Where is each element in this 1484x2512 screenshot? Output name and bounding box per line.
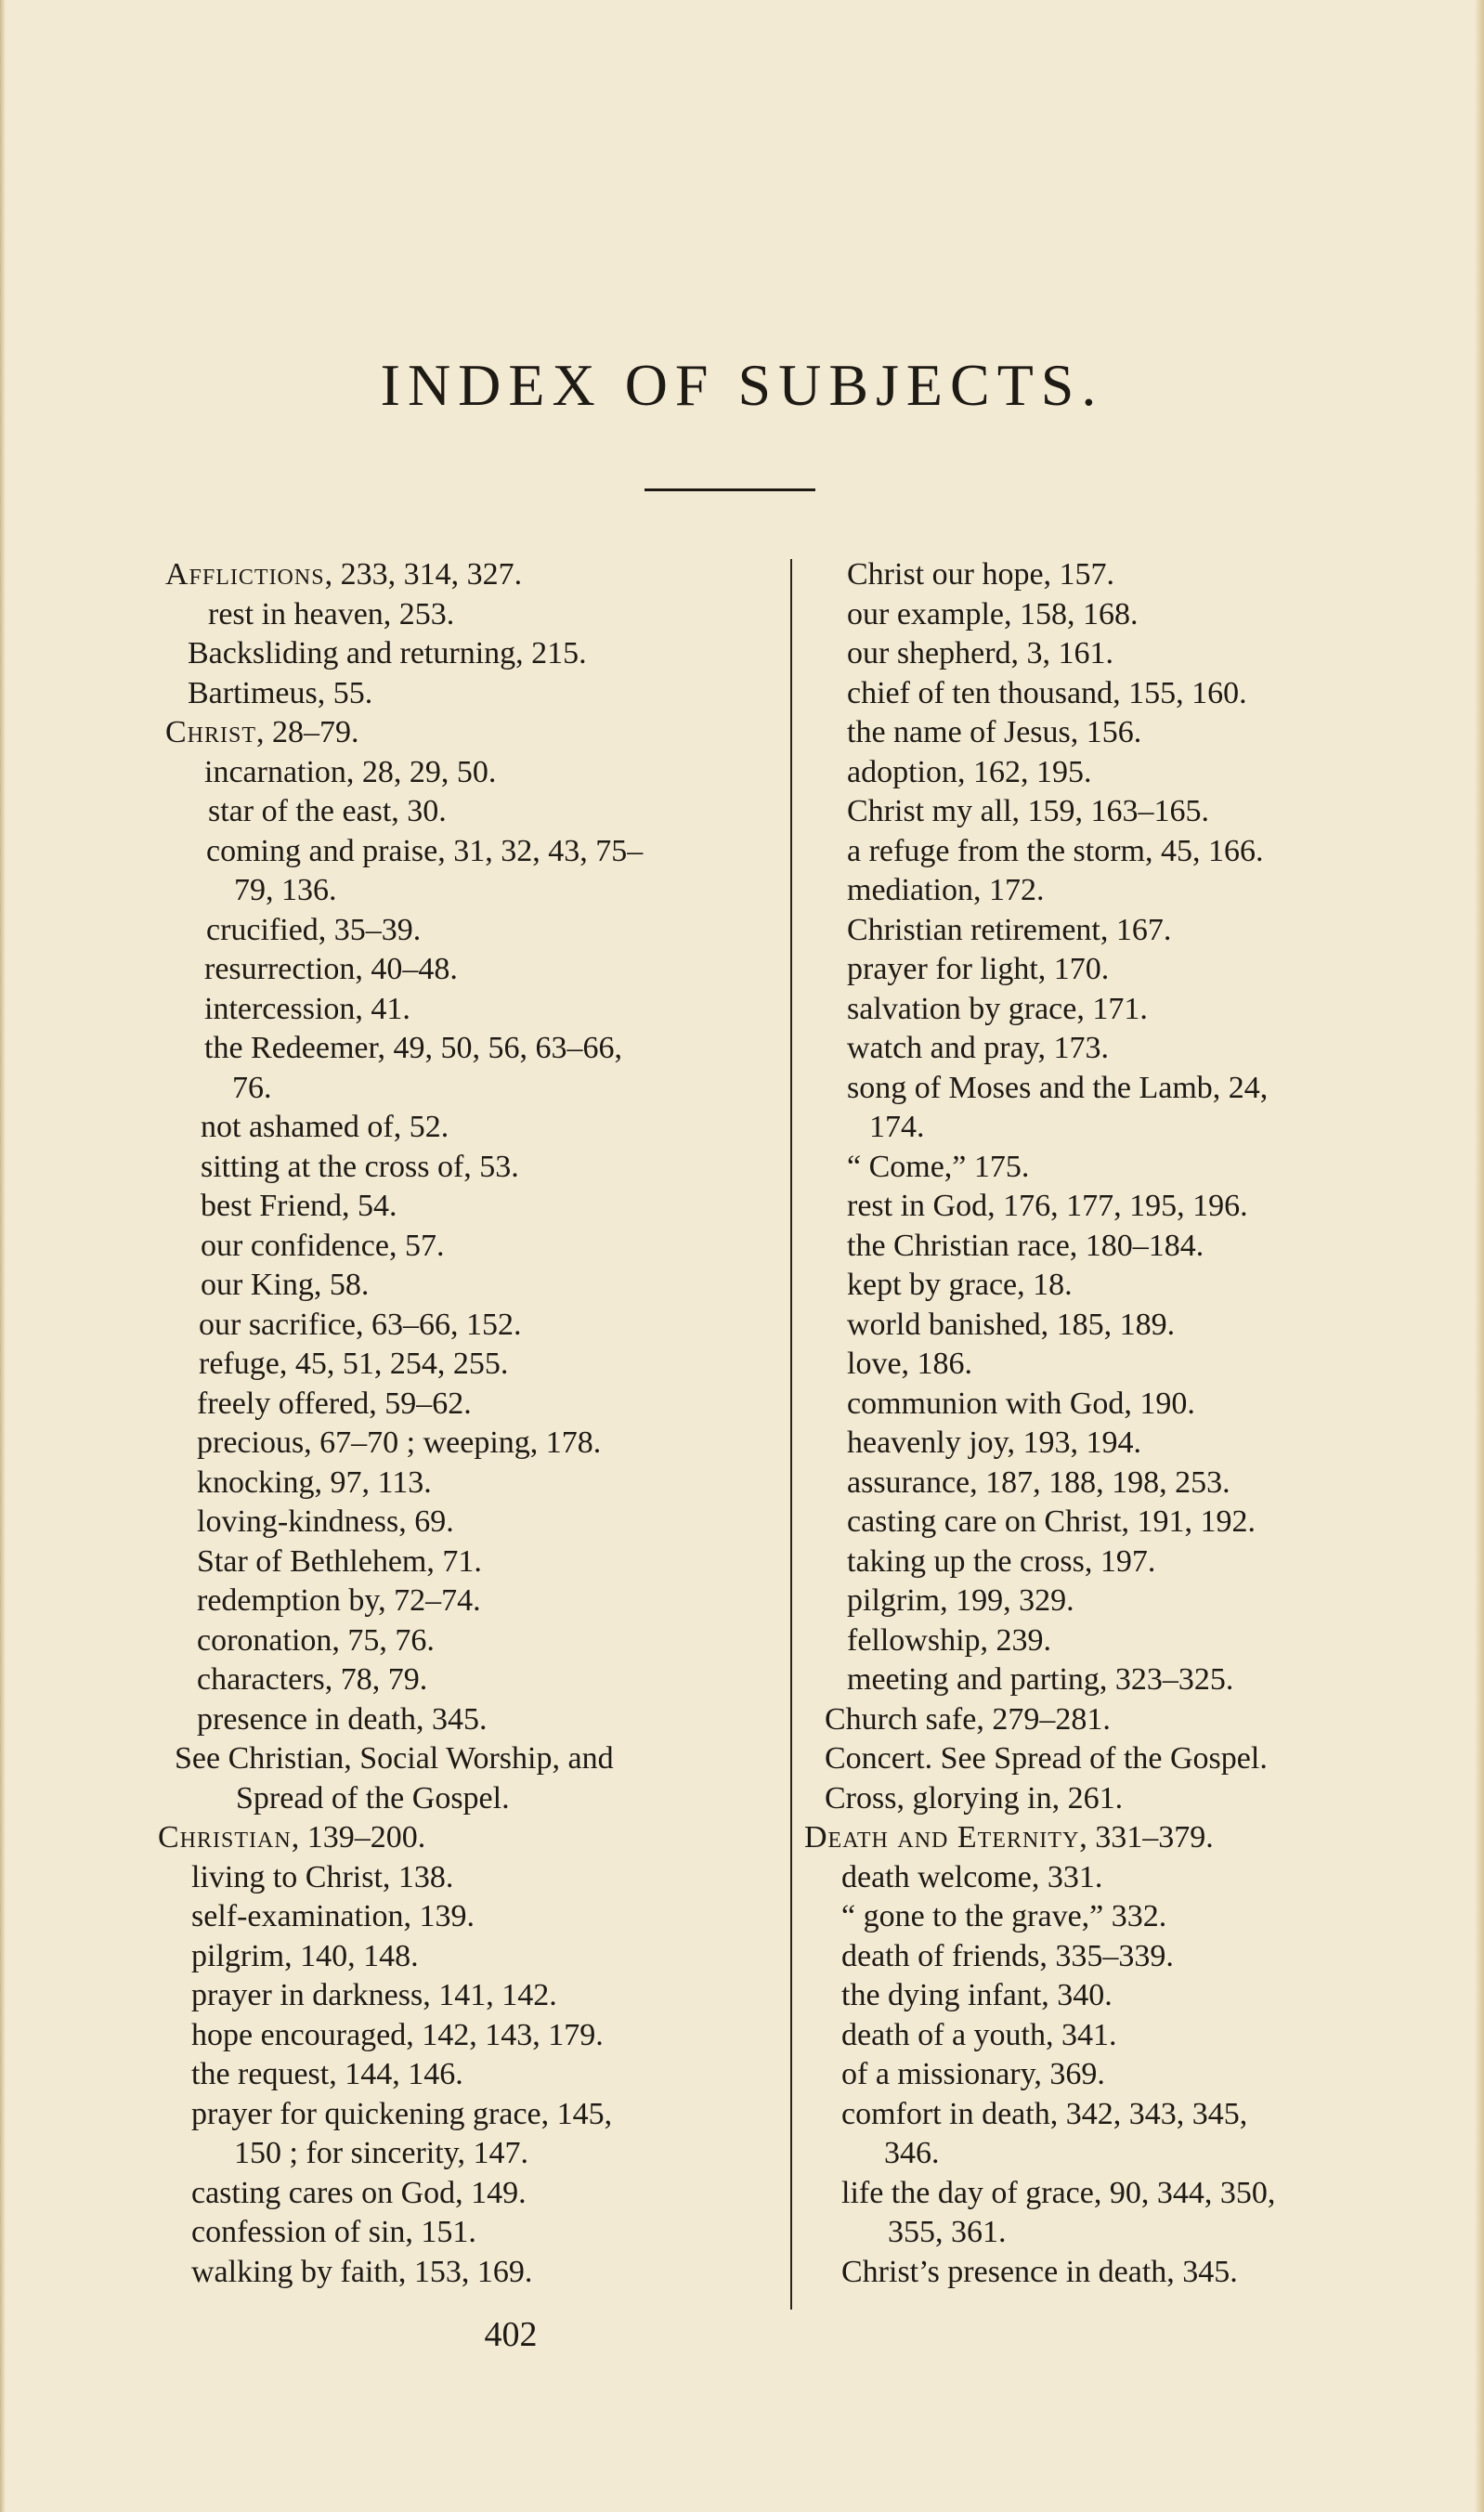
index-entry: a refuge from the storm, 45, 166.: [847, 833, 1264, 868]
index-entry: taking up the cross, 197.: [847, 1543, 1156, 1579]
index-entry: freely offered, 59–62.: [197, 1386, 472, 1421]
index-entry: Christ my all, 159, 163–165.: [847, 794, 1210, 828]
index-heading: Christian: [158, 1820, 292, 1855]
index-entry: crucified, 35–39.: [206, 912, 422, 947]
index-entry: living to Christ, 138.: [191, 1859, 454, 1894]
index-entry: the Redeemer, 49, 50, 56, 63–66,: [204, 1031, 622, 1065]
index-entry: hope encouraged, 142, 143, 179.: [191, 2017, 604, 2052]
index-entry: 76.: [232, 1070, 272, 1105]
index-entry: song of Moses and the Lamb, 24,: [847, 1070, 1269, 1105]
index-heading: Afflictions: [165, 557, 325, 592]
index-heading-pages: , 139–200.: [291, 1820, 426, 1855]
index-entry: casting care on Christ, 191, 192.: [847, 1504, 1256, 1539]
index-entry: the dying infant, 340.: [841, 1978, 1113, 2012]
index-entry: the name of Jesus, 156.: [847, 715, 1142, 749]
index-entry: 79, 136.: [234, 873, 337, 907]
index-entry: death of friends, 335–339.: [841, 1938, 1174, 1973]
index-entry: our sacrifice, 63–66, 152.: [199, 1307, 522, 1342]
index-entry: assurance, 187, 188, 198, 253.: [847, 1464, 1230, 1500]
index-entry: sitting at the cross of, 53.: [201, 1149, 519, 1184]
index-entry: the Christian race, 180–184.: [847, 1228, 1204, 1263]
index-entry: communion with God, 190.: [847, 1386, 1195, 1421]
index-entry: chief of ten thousand, 155, 160.: [847, 675, 1247, 710]
index-entry: our King, 58.: [201, 1268, 370, 1302]
index-entry: kept by grace, 18.: [847, 1268, 1073, 1302]
index-entry: coming and praise, 31, 32, 43, 75–: [206, 833, 644, 868]
index-entry: Christ our hope, 157.: [847, 557, 1115, 592]
index-heading: Death and Eternity: [804, 1820, 1080, 1855]
index-heading-pages: , 28–79.: [256, 715, 359, 749]
index-entry: refuge, 45, 51, 254, 255.: [199, 1347, 509, 1381]
index-entry: [804, 1818, 1214, 1858]
index-entry: of a missionary, 369.: [841, 2057, 1105, 2091]
index-entry: Church safe, 279–281.: [825, 1701, 1111, 1737]
index-entry: not ashamed of, 52.: [201, 1110, 449, 1144]
index-entry: prayer in darkness, 141, 142.: [191, 1978, 557, 2012]
index-entry: intercession, 41.: [204, 991, 410, 1026]
index-entry: Star of Bethlehem, 71.: [197, 1543, 482, 1579]
index-entry: salvation by grace, 171.: [847, 991, 1148, 1026]
index-entry: watch and pray, 173.: [847, 1031, 1109, 1065]
index-entry: “ Come,” 175.: [847, 1149, 1030, 1184]
index-entry: 174.: [869, 1110, 925, 1144]
index-entry: walking by faith, 153, 169.: [191, 2254, 533, 2289]
index-entry: 150 ; for sincerity, 147.: [234, 2136, 528, 2170]
index-entry: coronation, 75, 76.: [197, 1622, 435, 1658]
index-heading-pages: , 331–379.: [1079, 1820, 1214, 1855]
index-entry: Christian retirement, 167.: [847, 912, 1172, 947]
index-entry: Christ’s presence in death, 345.: [841, 2254, 1238, 2289]
index-entry: death of a youth, 341.: [841, 2017, 1117, 2052]
index-entry: mediation, 172.: [847, 873, 1045, 907]
page-number: 402: [484, 2315, 538, 2354]
index-entry: heavenly joy, 193, 194.: [847, 1425, 1141, 1460]
index-entry: “ gone to the grave,” 332.: [841, 1899, 1167, 1933]
index-entry: knocking, 97, 113.: [197, 1464, 432, 1500]
index-entry: best Friend, 54.: [201, 1189, 397, 1223]
index-entry: precious, 67–70 ; weeping, 178.: [197, 1425, 602, 1460]
index-heading-pages: , 233, 314, 327.: [324, 557, 523, 592]
index-entry: [158, 1818, 425, 1858]
index-entry: redemption by, 72–74.: [197, 1583, 481, 1618]
index-entry: world banished, 185, 189.: [847, 1307, 1176, 1342]
index-entry: death welcome, 331.: [841, 1859, 1103, 1894]
index-entry: [165, 555, 522, 595]
index-entry: adoption, 162, 195.: [847, 754, 1092, 789]
index-entry: the request, 144, 146.: [191, 2057, 463, 2091]
index-heading: Christ: [165, 715, 257, 749]
index-entry: life the day of grace, 90, 344, 350,: [841, 2175, 1276, 2210]
index-entry: comfort in death, 342, 343, 345,: [841, 2096, 1248, 2131]
index-entry: incarnation, 28, 29, 50.: [204, 754, 497, 789]
index-entry: Backsliding and returning, 215.: [188, 636, 587, 670]
index-entry: resurrection, 40–48.: [204, 952, 458, 986]
index-entry: pilgrim, 199, 329.: [847, 1583, 1074, 1618]
page-title: INDEX OF SUBJECTS.: [380, 352, 1104, 418]
index-entry: star of the east, 30.: [208, 794, 447, 828]
index-entry: prayer for quickening grace, 145,: [191, 2096, 613, 2131]
index-entry: rest in God, 176, 177, 195, 196.: [847, 1189, 1248, 1223]
index-entry: Cross, glorying in, 261.: [825, 1780, 1124, 1816]
index-entry: our confidence, 57.: [201, 1228, 445, 1263]
column-divider: [790, 559, 792, 2310]
index-entry: rest in heaven, 253.: [208, 596, 455, 631]
index-entry: fellowship, 239.: [847, 1622, 1052, 1658]
index-entry: presence in death, 345.: [197, 1701, 488, 1737]
index-entry: self-examination, 139.: [191, 1899, 475, 1933]
index-entry: loving-kindness, 69.: [197, 1504, 454, 1539]
index-entry: confession of sin, 151.: [191, 2215, 476, 2249]
index-entry: our example, 158, 168.: [847, 596, 1139, 631]
index-entry: meeting and parting, 323–325.: [847, 1662, 1234, 1697]
index-entry: See Christian, Social Worship, and: [175, 1741, 614, 1776]
index-entry: Spread of the Gospel.: [236, 1780, 510, 1816]
title-rule: [644, 488, 815, 491]
index-entry: casting cares on God, 149.: [191, 2175, 527, 2210]
index-entry: our shepherd, 3, 161.: [847, 636, 1114, 670]
index-entry: love, 186.: [847, 1347, 973, 1381]
index-entry: pilgrim, 140, 148.: [191, 1938, 419, 1973]
index-entry: prayer for light, 170.: [847, 952, 1110, 986]
index-entry: characters, 78, 79.: [197, 1662, 428, 1697]
index-entry: Concert. See Spread of the Gospel.: [825, 1741, 1268, 1776]
index-entry: 346.: [884, 2136, 940, 2170]
index-entry: Bartimeus, 55.: [188, 675, 373, 710]
index-entry: 355, 361.: [888, 2215, 1007, 2249]
index-entry: [165, 713, 359, 753]
